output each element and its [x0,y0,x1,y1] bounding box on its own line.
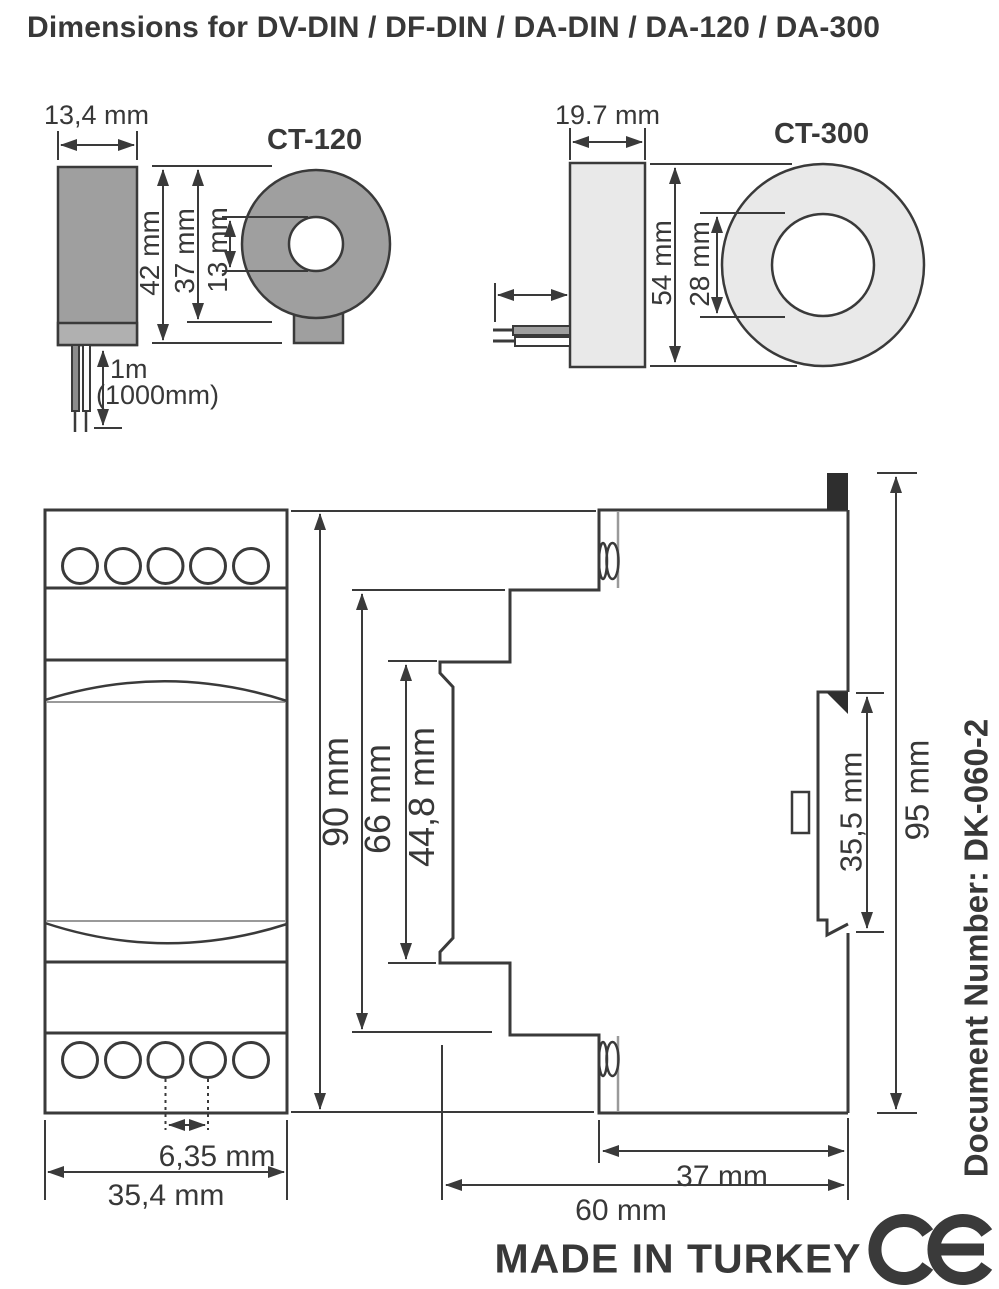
side-recess-height-label: 44,8 mm [401,726,442,868]
ct300-width-label: 19.7 mm [555,100,661,130]
side-rail-clip-height-label: 35,5 mm [833,751,869,873]
side-total-height-label: 95 mm [898,739,936,841]
document-number: Document Number: DK-060-2 [957,718,995,1178]
made-in-label: MADE IN TURKEY [494,1235,862,1282]
ct300-ring-view [722,164,924,366]
ct300-hole-diameter-label: 28 mm [684,221,715,307]
page-title: Dimensions for DV-DIN / DF-DIN / DA-DIN / DA-120 / DA-300 [27,11,881,44]
ct300-side-view [493,163,645,367]
module-side-view [440,473,848,1113]
ct120-ring-view [242,170,390,343]
ct120-ring-height-label: 37 mm [169,208,200,294]
side-body-height-label: 66 mm [357,743,398,855]
ct300-outer-height-label: 54 mm [646,220,677,306]
ct120-hole-diameter-label: 13 mm [202,207,233,293]
front-height-label: 90 mm [315,736,356,848]
ct120-outer-height-label: 42 mm [134,210,165,296]
ce-mark-icon [875,1220,987,1278]
ct120-cable-length-label: 1m [110,354,148,384]
front-terminal-pitch-label: 6,35 mm [158,1140,276,1173]
side-terminal-depth-label: 37 mm [676,1160,768,1193]
ct120-title: CT-120 [267,124,363,156]
din-clip-top-tab [827,473,848,510]
module-front-view [45,510,287,1113]
side-total-depth-label: 60 mm [575,1194,667,1227]
ct120-cable-length-alt-label: (1000mm) [96,380,220,410]
ct300-title: CT-300 [774,118,870,150]
front-width-label: 35,4 mm [107,1179,225,1212]
ct120-width-label: 13,4 mm [44,100,150,130]
din-release-slot [792,792,809,833]
